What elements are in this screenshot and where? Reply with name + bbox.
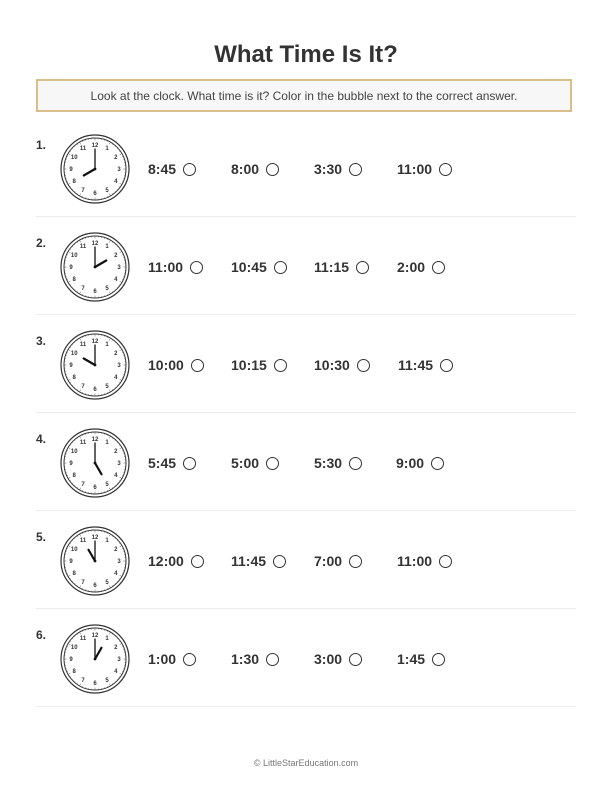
clock-number: 7 <box>81 677 85 684</box>
answer-bubble[interactable] <box>349 457 362 470</box>
answer-bubble[interactable] <box>349 555 362 568</box>
clock-number: 9 <box>69 167 73 173</box>
clock-number: 2 <box>114 253 118 259</box>
answer-bubble[interactable] <box>439 555 452 568</box>
answer-option[interactable] <box>397 160 452 178</box>
clock-number: 1 <box>105 440 109 447</box>
clock-number: 7 <box>81 285 85 292</box>
clock-number: 4 <box>114 571 118 577</box>
answer-bubble[interactable] <box>431 457 444 470</box>
clock-number: 10 <box>70 645 78 651</box>
clock-number: 8 <box>72 473 76 479</box>
option-label: 10:00 <box>148 357 184 373</box>
clock-number: 1 <box>105 342 109 349</box>
clock-center-pin <box>94 462 97 465</box>
clock-number: 11 <box>79 244 87 251</box>
answer-bubble[interactable] <box>190 261 203 274</box>
answer-bubble[interactable] <box>439 163 452 176</box>
clock-number: 1 <box>105 636 109 643</box>
answer-bubble[interactable] <box>266 457 279 470</box>
clock-face <box>60 526 130 596</box>
clock-number: 12 <box>91 241 99 247</box>
answer-bubble[interactable] <box>191 555 204 568</box>
answer-option[interactable] <box>148 650 196 668</box>
clock-number: 3 <box>117 265 121 271</box>
clock-number: 6 <box>93 191 97 197</box>
footer-copyright: © LittleStarEducation.com <box>253 758 359 768</box>
question-number: 6. <box>36 628 47 642</box>
instructions-text: Look at the clock. What time is it? Color in the bubble next to the correct answer. <box>90 88 518 103</box>
answer-bubble[interactable] <box>274 261 287 274</box>
option-label: 7:00 <box>314 553 343 569</box>
option-label: 11:45 <box>231 553 267 569</box>
option-label: 1:45 <box>397 651 426 667</box>
answer-option[interactable] <box>314 650 362 668</box>
question-number: 5. <box>36 530 47 544</box>
clock-number: 5 <box>105 579 109 586</box>
option-label: 5:30 <box>314 455 343 471</box>
clock-number: 5 <box>105 187 109 194</box>
clock-number: 5 <box>105 285 109 292</box>
clock-number: 3 <box>117 167 121 173</box>
answer-option[interactable] <box>314 552 362 570</box>
answer-option[interactable] <box>231 160 279 178</box>
clock-number: 2 <box>114 547 118 553</box>
clock-number: 11 <box>79 636 87 643</box>
answer-option[interactable] <box>148 552 204 570</box>
clock-number: 12 <box>91 339 99 345</box>
clock-number: 3 <box>117 461 121 467</box>
answer-option[interactable] <box>148 356 204 374</box>
clock-number: 9 <box>69 657 73 663</box>
option-label: 11:45 <box>398 357 434 373</box>
clock-number: 9 <box>69 461 73 467</box>
option-label: 11:00 <box>397 553 433 569</box>
clock-number: 7 <box>81 579 85 586</box>
clock-number: 5 <box>105 677 109 684</box>
clock-number: 3 <box>117 363 121 369</box>
answer-bubble[interactable] <box>183 457 196 470</box>
question-number: 2. <box>36 236 47 250</box>
answer-option[interactable] <box>314 356 370 374</box>
option-label: 3:30 <box>314 161 343 177</box>
clock-number: 1 <box>105 244 109 251</box>
answer-bubble[interactable] <box>274 359 287 372</box>
answer-bubble[interactable] <box>357 359 370 372</box>
option-label: 8:00 <box>231 161 260 177</box>
clock-number: 5 <box>105 481 109 488</box>
clock-center-pin <box>94 168 97 171</box>
answer-option[interactable] <box>231 356 287 374</box>
clock-number: 2 <box>114 155 118 161</box>
option-label: 8:45 <box>148 161 177 177</box>
option-label: 5:45 <box>148 455 177 471</box>
clock-number: 10 <box>70 155 78 161</box>
clock-number: 12 <box>91 535 99 541</box>
clock-number: 8 <box>72 179 76 185</box>
answer-bubble[interactable] <box>183 653 196 666</box>
clock-number: 11 <box>79 440 87 447</box>
answer-bubble[interactable] <box>191 359 204 372</box>
clock-number: 1 <box>105 146 109 153</box>
answer-option[interactable] <box>397 552 452 570</box>
clock-face <box>60 134 130 204</box>
clock-number: 12 <box>91 143 99 149</box>
clock-number: 4 <box>114 277 118 283</box>
clock-number: 9 <box>69 363 73 369</box>
clock-number: 6 <box>93 387 97 393</box>
answer-bubble[interactable] <box>432 261 445 274</box>
clock-number: 6 <box>93 583 97 589</box>
answer-option[interactable] <box>231 650 279 668</box>
clock-number: 5 <box>105 383 109 390</box>
clock-number: 1 <box>105 538 109 545</box>
clock-number: 6 <box>93 289 97 295</box>
answer-bubble[interactable] <box>266 653 279 666</box>
clock-number: 6 <box>93 681 97 687</box>
option-label: 12:00 <box>148 553 184 569</box>
question-3 <box>36 314 576 413</box>
option-label: 1:30 <box>231 651 260 667</box>
clock-number: 6 <box>93 485 97 491</box>
answer-option[interactable] <box>148 160 196 178</box>
answer-bubble[interactable] <box>266 163 279 176</box>
answer-bubble[interactable] <box>349 163 362 176</box>
answer-option[interactable] <box>148 454 196 472</box>
clock-number: 4 <box>114 473 118 479</box>
clock-center-pin <box>94 266 97 269</box>
answer-bubble[interactable] <box>356 261 369 274</box>
option-label: 11:00 <box>148 259 184 275</box>
clock-number: 10 <box>70 449 78 455</box>
clock-number: 12 <box>91 633 99 639</box>
clock-number: 8 <box>72 277 76 283</box>
instructions-box <box>36 79 572 112</box>
clock-number: 2 <box>114 351 118 357</box>
question-2 <box>36 216 576 315</box>
clock-number: 8 <box>72 669 76 675</box>
option-label: 10:30 <box>314 357 350 373</box>
clock-number: 4 <box>114 179 118 185</box>
option-label: 10:15 <box>231 357 267 373</box>
clock-number: 2 <box>114 645 118 651</box>
clock-number: 7 <box>81 187 85 194</box>
question-number: 3. <box>36 334 47 348</box>
clock-number: 11 <box>79 342 87 349</box>
option-label: 11:00 <box>397 161 433 177</box>
option-label: 10:45 <box>231 259 267 275</box>
answer-option[interactable] <box>231 454 279 472</box>
question-number: 1. <box>36 138 47 152</box>
question-6 <box>36 608 576 707</box>
answer-option[interactable] <box>231 552 286 570</box>
clock-number: 2 <box>114 449 118 455</box>
answer-option[interactable] <box>314 258 369 276</box>
answer-option[interactable] <box>396 454 444 472</box>
clock-face <box>60 428 130 498</box>
clock-number: 9 <box>69 265 73 271</box>
answer-option[interactable] <box>314 454 362 472</box>
clock-number: 10 <box>70 547 78 553</box>
clock-number: 4 <box>114 669 118 675</box>
question-1 <box>36 118 576 217</box>
clock-face <box>60 232 130 302</box>
option-label: 5:00 <box>231 455 260 471</box>
clock-number: 11 <box>79 538 87 545</box>
clock-number: 10 <box>70 351 78 357</box>
clock-center-pin <box>94 364 97 367</box>
clock-number: 4 <box>114 375 118 381</box>
option-label: 11:15 <box>314 259 350 275</box>
clock-number: 8 <box>72 571 76 577</box>
answer-option[interactable] <box>398 356 453 374</box>
option-label: 3:00 <box>314 651 343 667</box>
clock-number: 10 <box>70 253 78 259</box>
clock-number: 7 <box>81 481 85 488</box>
clock-center-pin <box>94 560 97 563</box>
answer-option[interactable] <box>397 258 445 276</box>
question-number: 4. <box>36 432 47 446</box>
clock-face <box>60 330 130 400</box>
answer-bubble[interactable] <box>432 653 445 666</box>
option-label: 2:00 <box>397 259 426 275</box>
answer-bubble[interactable] <box>440 359 453 372</box>
option-label: 9:00 <box>396 455 425 471</box>
clock-number: 3 <box>117 657 121 663</box>
answer-bubble[interactable] <box>349 653 362 666</box>
clock-number: 11 <box>79 146 87 153</box>
clock-center-pin <box>94 658 97 661</box>
page-title: What Time Is It? <box>214 41 398 68</box>
clock-number: 7 <box>81 383 85 390</box>
answer-option[interactable] <box>148 258 203 276</box>
clock-number: 12 <box>91 437 99 443</box>
question-5 <box>36 510 576 609</box>
answer-option[interactable] <box>397 650 445 668</box>
clock-number: 9 <box>69 559 73 565</box>
clock-face <box>60 624 130 694</box>
answer-bubble[interactable] <box>273 555 286 568</box>
answer-option[interactable] <box>314 160 362 178</box>
clock-number: 8 <box>72 375 76 381</box>
option-label: 1:00 <box>148 651 177 667</box>
answer-bubble[interactable] <box>183 163 196 176</box>
question-4 <box>36 412 576 511</box>
answer-option[interactable] <box>231 258 287 276</box>
clock-number: 3 <box>117 559 121 565</box>
